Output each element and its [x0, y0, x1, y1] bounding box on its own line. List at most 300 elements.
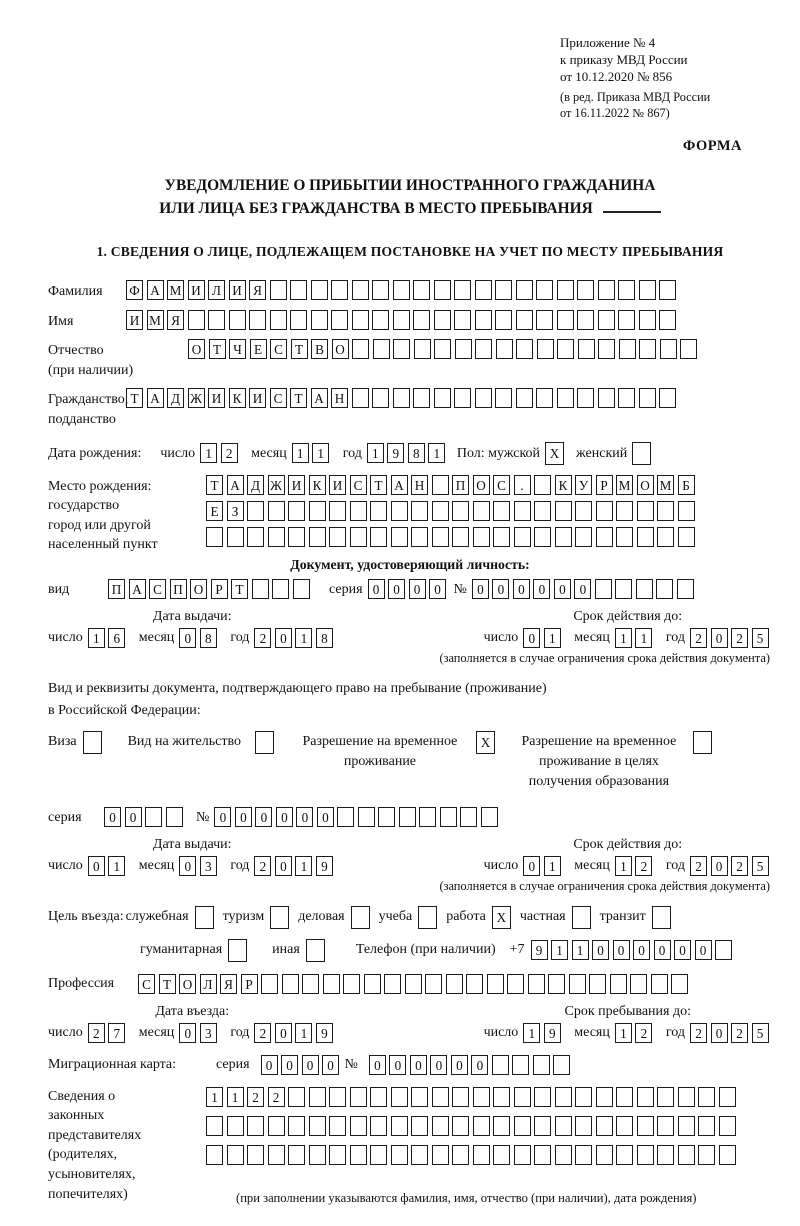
- form-cell: [358, 807, 375, 827]
- form-cell: [350, 1145, 367, 1165]
- form-cell: [678, 1116, 695, 1136]
- form-cell: [678, 501, 695, 521]
- form-cell: 0: [179, 1023, 196, 1043]
- form-cell: [575, 501, 592, 521]
- form-cell: [413, 310, 430, 330]
- form-cell: [145, 807, 162, 827]
- form-cell: [577, 388, 594, 408]
- form-cell: .: [514, 475, 531, 495]
- form-cell: 0: [654, 940, 671, 960]
- form-cell: [272, 579, 289, 599]
- form-cell: [268, 1145, 285, 1165]
- purpose-humanitarian-checkbox: [228, 939, 247, 962]
- representatives-label: Сведения о законных представителях (родителях, усыновителях, попечителях): [48, 1088, 142, 1202]
- birth-date-row: [48, 442, 772, 465]
- identity-doc-row: [48, 579, 772, 599]
- form-title-line2: ИЛИ ЛИЦА БЕЗ ГРАЖДАНСТВА В МЕСТО ПРЕБЫВАНИЯ: [48, 198, 772, 220]
- form-cell: [715, 940, 732, 960]
- form-cell: 0: [369, 1055, 386, 1075]
- form-cell: 0: [633, 940, 650, 960]
- form-cell: [350, 501, 367, 521]
- migration-card-label: Миграционная карта:: [48, 1056, 177, 1072]
- form-cell: [516, 280, 533, 300]
- form-cell: [481, 807, 498, 827]
- form-cell: [719, 1087, 736, 1107]
- form-cell: Я: [220, 974, 237, 994]
- form-cell: 0: [322, 1055, 339, 1075]
- form-cell: [337, 807, 354, 827]
- purpose-private: частная: [520, 906, 591, 929]
- form-cell: И: [126, 310, 143, 330]
- form-cell: 5: [752, 1023, 769, 1043]
- form-cell: [514, 1116, 531, 1136]
- form-cell: М: [167, 280, 184, 300]
- form-cell: [619, 339, 636, 359]
- form-cell: О: [332, 339, 349, 359]
- entry-month-cells: [179, 1023, 220, 1043]
- form-cell: Т: [291, 339, 308, 359]
- form-cell: [657, 1087, 674, 1107]
- form-cell: Д: [167, 388, 184, 408]
- form-cell: [496, 339, 513, 359]
- form-cell: [598, 388, 615, 408]
- form-cell: [657, 1116, 674, 1136]
- form-cell: Ж: [188, 388, 205, 408]
- form-cell: М: [616, 475, 633, 495]
- option-temp-residence-education-label: Разрешение на временное проживание в целях получения образования: [521, 733, 677, 790]
- birth-place-cells: [206, 475, 698, 553]
- form-cell: 2: [731, 628, 748, 648]
- form-cell: [475, 339, 492, 359]
- form-cell: [432, 501, 449, 521]
- form-cell: 2: [254, 856, 271, 876]
- form-cell: 1: [635, 628, 652, 648]
- day-label: число: [160, 446, 196, 462]
- form-cell: [454, 388, 471, 408]
- day-label: число: [483, 1024, 519, 1040]
- form-cell: П: [108, 579, 125, 599]
- form-cell: 0: [574, 579, 591, 599]
- form-cell: [616, 1116, 633, 1136]
- form-cell: [411, 1087, 428, 1107]
- form-cell: [598, 339, 615, 359]
- form-cell: 2: [690, 856, 707, 876]
- doc-expiry-year-cells: [690, 628, 772, 648]
- form-cell: С: [138, 974, 155, 994]
- form-cell: [329, 1116, 346, 1136]
- form-cell: [657, 1145, 674, 1165]
- birth-place-label: Место рождения: государство город или другой населенный пункт: [48, 478, 158, 553]
- res-expiry-title: Срок действия до:: [573, 836, 683, 852]
- form-cell: [596, 1087, 613, 1107]
- form-cell: [350, 1116, 367, 1136]
- form-cell: [329, 1087, 346, 1107]
- form-cell: [206, 527, 223, 547]
- identity-doc-dates: [48, 609, 772, 648]
- stay-until-title: Срок пребывания до:: [564, 1003, 691, 1019]
- form-cell: [434, 339, 451, 359]
- purpose-transit-checkbox: [652, 906, 671, 929]
- phone-label: Телефон (при наличии): [355, 942, 496, 958]
- form-cell: 9: [531, 940, 548, 960]
- form-cell: [637, 1145, 654, 1165]
- form-cell: С: [149, 579, 166, 599]
- form-cell: [370, 1145, 387, 1165]
- form-cell: [652, 906, 671, 929]
- form-cell: [639, 310, 656, 330]
- form-cell: [83, 731, 102, 754]
- form-cell: [719, 1145, 736, 1165]
- form-cell: [452, 1087, 469, 1107]
- form-cell: [228, 939, 247, 962]
- form-cell: [575, 1145, 592, 1165]
- form-cell: [343, 974, 360, 994]
- form-cell: 2: [635, 1023, 652, 1043]
- option-temp-residence-label: Разрешение на временное проживание: [302, 733, 458, 770]
- option-visa: [48, 729, 102, 754]
- form-cell: [514, 1087, 531, 1107]
- form-cell: [516, 388, 533, 408]
- form-cell: [514, 501, 531, 521]
- form-cell: К: [555, 475, 572, 495]
- form-cell: У: [575, 475, 592, 495]
- form-cell: [351, 906, 370, 929]
- form-cell: 8: [408, 443, 425, 463]
- form-cell: [495, 310, 512, 330]
- form-cell: [657, 527, 674, 547]
- form-cell: 2: [254, 1023, 271, 1043]
- form-cell: 2: [731, 1023, 748, 1043]
- form-cell: 0: [276, 807, 293, 827]
- form-cell: [227, 1145, 244, 1165]
- surname-label: Фамилия: [48, 284, 103, 300]
- form-cell: [370, 1116, 387, 1136]
- res-issue-title: Дата выдачи:: [152, 836, 232, 852]
- form-cell: [569, 974, 586, 994]
- form-cell: Е: [250, 339, 267, 359]
- option-temp-residence: [296, 729, 495, 773]
- form-cell: [302, 974, 319, 994]
- form-cell: 9: [316, 856, 333, 876]
- form-cell: [270, 280, 287, 300]
- birth-day-cells: [200, 443, 241, 463]
- form-cell: 0: [674, 940, 691, 960]
- option-residence-permit: [128, 729, 274, 754]
- form-cell: 2: [731, 856, 748, 876]
- form-cell: [557, 388, 574, 408]
- res-expiry-group: [484, 837, 772, 876]
- form-cell: [555, 501, 572, 521]
- form-cell: [495, 280, 512, 300]
- form-cell: [466, 974, 483, 994]
- form-cell: [596, 1116, 613, 1136]
- birth-month-cells: [292, 443, 333, 463]
- form-cell: [680, 339, 697, 359]
- form-cell: [698, 1116, 715, 1136]
- form-cell: 0: [261, 1055, 278, 1075]
- form-cell: 0: [711, 628, 728, 648]
- res-number-label: №: [196, 809, 210, 825]
- day-label: число: [483, 630, 519, 646]
- form-cell: [384, 974, 401, 994]
- form-cell: [639, 388, 656, 408]
- migration-card-row: [48, 1055, 772, 1075]
- form-cell: [288, 1116, 305, 1136]
- form-cell: С: [350, 475, 367, 495]
- res-series-cells: [104, 807, 186, 827]
- form-cell: [414, 339, 431, 359]
- form-cell: З: [227, 501, 244, 521]
- form-cell: [393, 280, 410, 300]
- given-name-row: [48, 310, 772, 332]
- purpose-tourism-checkbox: [270, 906, 289, 929]
- form-cell: [507, 974, 524, 994]
- form-cell: Н: [331, 388, 348, 408]
- representatives-row: [48, 1085, 772, 1206]
- form-cell: 1: [615, 628, 632, 648]
- form-cell: [309, 1145, 326, 1165]
- form-cell: 9: [544, 1023, 561, 1043]
- form-cell: [473, 1087, 490, 1107]
- form-cell: [659, 388, 676, 408]
- form-cell: 0: [410, 1055, 427, 1075]
- form-cell: [432, 527, 449, 547]
- form-cell: 0: [711, 1023, 728, 1043]
- profession-label: Профессия: [48, 975, 115, 991]
- form-cell: М: [147, 310, 164, 330]
- form-cell: 1: [615, 856, 632, 876]
- month-label: месяц: [251, 446, 287, 462]
- form-cell: [288, 501, 305, 521]
- form-cell: [249, 310, 266, 330]
- form-cell: 0: [492, 579, 509, 599]
- form-cell: А: [147, 280, 164, 300]
- form-cell: 0: [471, 1055, 488, 1075]
- form-cell: С: [270, 388, 287, 408]
- form-cell: [247, 1145, 264, 1165]
- form-cell: 1: [523, 1023, 540, 1043]
- year-label: год: [230, 857, 250, 873]
- form-cell: [534, 475, 551, 495]
- form-cell: 1: [544, 628, 561, 648]
- doc-issue-title: Дата выдачи:: [152, 609, 232, 625]
- form-cell: [206, 1145, 223, 1165]
- form-cell: 0: [317, 807, 334, 827]
- form-cell: [534, 1145, 551, 1165]
- form-cell: Ч: [229, 339, 246, 359]
- option-visa-checkbox: [83, 731, 102, 754]
- form-cell: И: [208, 388, 225, 408]
- given-name-cells: [126, 310, 680, 330]
- year-label: год: [342, 446, 362, 462]
- form-cell: Т: [206, 475, 223, 495]
- form-cell: [350, 1087, 367, 1107]
- day-label: число: [48, 630, 83, 646]
- form-label: ФОРМА: [682, 138, 742, 155]
- form-cell: [577, 280, 594, 300]
- form-cell: [288, 1145, 305, 1165]
- form-cell: [418, 906, 437, 929]
- form-cell: 1: [227, 1087, 244, 1107]
- form-cell: [329, 527, 346, 547]
- form-cell: 0: [88, 856, 105, 876]
- form-cell: [268, 527, 285, 547]
- form-cell: 0: [430, 1055, 447, 1075]
- purpose-business-checkbox: [351, 906, 370, 929]
- year-label: год: [665, 630, 685, 646]
- entry-purpose-label: Цель въезда:: [48, 909, 124, 925]
- form-cell: [446, 974, 463, 994]
- form-cell: Н: [411, 475, 428, 495]
- mc-series-cells: [261, 1055, 343, 1075]
- form-cell: 2: [88, 1023, 105, 1043]
- mc-number-label: №: [344, 1056, 358, 1072]
- form-cell: [323, 974, 340, 994]
- form-cell: [475, 310, 492, 330]
- form-cell: Т: [209, 339, 226, 359]
- res-number-cells: [214, 807, 501, 827]
- form-cell: [373, 339, 390, 359]
- form-cell: [473, 527, 490, 547]
- form-cell: [270, 906, 289, 929]
- purpose-transit: транзит: [600, 906, 671, 929]
- year-label: год: [665, 857, 685, 873]
- form-cell: [659, 280, 676, 300]
- form-cell: 6: [108, 628, 125, 648]
- form-cell: А: [391, 475, 408, 495]
- form-cell: [293, 579, 310, 599]
- form-cell: 9: [387, 443, 404, 463]
- form-cell: 0: [296, 807, 313, 827]
- form-cell: [555, 1116, 572, 1136]
- form-cell: И: [288, 475, 305, 495]
- form-cell: [188, 310, 205, 330]
- doc-number-label: №: [453, 582, 467, 598]
- form-cell: [311, 280, 328, 300]
- form-cell: [678, 1087, 695, 1107]
- form-cell: [557, 280, 574, 300]
- form-cell: [516, 310, 533, 330]
- entry-purpose-row2: [140, 939, 772, 962]
- profession-row: [48, 974, 772, 994]
- form-cell: [575, 527, 592, 547]
- form-cell: А: [147, 388, 164, 408]
- form-cell: [391, 527, 408, 547]
- form-cell: [393, 339, 410, 359]
- form-cell: [596, 1145, 613, 1165]
- form-cell: 0: [695, 940, 712, 960]
- form-cell: 0: [711, 856, 728, 876]
- form-cell: [454, 310, 471, 330]
- form-cell: [166, 807, 183, 827]
- residence-doc-intro: Вид и реквизиты документа, подтверждающего право на пребывание (проживание) в Российской Федерации:: [48, 681, 547, 719]
- form-cell: [425, 974, 442, 994]
- form-cell: [636, 579, 653, 599]
- sex-male-checkbox: [545, 442, 564, 465]
- form-cell: 0: [388, 579, 405, 599]
- edition-line: от 16.11.2022 № 867): [560, 106, 670, 121]
- form-cell: [434, 310, 451, 330]
- form-cell: 0: [179, 628, 196, 648]
- form-cell: [610, 974, 627, 994]
- form-cell: П: [452, 475, 469, 495]
- form-cell: 1: [312, 443, 329, 463]
- form-cell: [268, 1116, 285, 1136]
- month-label: месяц: [574, 630, 610, 646]
- doc-issue-group: [48, 609, 336, 648]
- form-cell: [678, 527, 695, 547]
- form-cell: [660, 339, 677, 359]
- form-cell: [247, 1116, 264, 1136]
- purpose-work-checkbox: [492, 906, 511, 929]
- form-cell: А: [227, 475, 244, 495]
- form-cell: Т: [290, 388, 307, 408]
- form-cell: 2: [247, 1087, 264, 1107]
- form-cell: [413, 388, 430, 408]
- form-cell: [548, 974, 565, 994]
- form-cell: [261, 974, 278, 994]
- form-cell: [419, 807, 436, 827]
- form-cell: 0: [613, 940, 630, 960]
- month-label: месяц: [138, 857, 175, 873]
- purpose-other: иная: [272, 939, 325, 962]
- form-cell: В: [311, 339, 328, 359]
- citizenship-row: [48, 388, 772, 429]
- form-cell: 0: [275, 628, 292, 648]
- res-expiry-note: (заполняется в случае ограничения срока действия документа): [439, 878, 770, 893]
- doc-expiry-note: (заполняется в случае ограничения срока действия документа): [439, 651, 770, 666]
- entry-dates: [48, 1004, 772, 1043]
- doc-issue-year-cells: [254, 628, 336, 648]
- form-cell: [528, 974, 545, 994]
- identity-doc-title: Документ, удостоверяющий личность:: [290, 557, 530, 573]
- form-cell: 1: [108, 856, 125, 876]
- representatives-cells: [206, 1085, 739, 1206]
- month-label: месяц: [574, 857, 610, 873]
- purpose-business: деловая: [298, 906, 369, 929]
- purpose-private-checkbox: [572, 906, 591, 929]
- purpose-tourism: туризм: [223, 906, 290, 929]
- form-cell: [473, 501, 490, 521]
- birth-date-label: Дата рождения:: [48, 446, 142, 462]
- form-cell: [514, 1145, 531, 1165]
- form-cell: [370, 527, 387, 547]
- form-cell: 0: [104, 807, 121, 827]
- surname-cells: [126, 280, 680, 300]
- form-cell: Я: [167, 310, 184, 330]
- sex-female-label: женский: [576, 446, 628, 462]
- res-expiry-year-cells: [690, 856, 772, 876]
- form-cell: Л: [200, 974, 217, 994]
- representatives-cells-row1: [206, 1087, 739, 1107]
- day-label: число: [483, 857, 519, 873]
- form-cell: [534, 501, 551, 521]
- form-cell: Т: [231, 579, 248, 599]
- option-visa-label: Виза: [48, 733, 77, 749]
- form-cell: [432, 475, 449, 495]
- form-cell: [309, 527, 326, 547]
- form-cell: [454, 280, 471, 300]
- form-cell: [372, 310, 389, 330]
- form-cell: X: [492, 906, 511, 929]
- form-cell: [329, 501, 346, 521]
- form-cell: [618, 280, 635, 300]
- form-cell: И: [329, 475, 346, 495]
- res-issue-group: [48, 837, 336, 876]
- month-label: месяц: [138, 630, 175, 646]
- form-cell: О: [473, 475, 490, 495]
- form-cell: [555, 1145, 572, 1165]
